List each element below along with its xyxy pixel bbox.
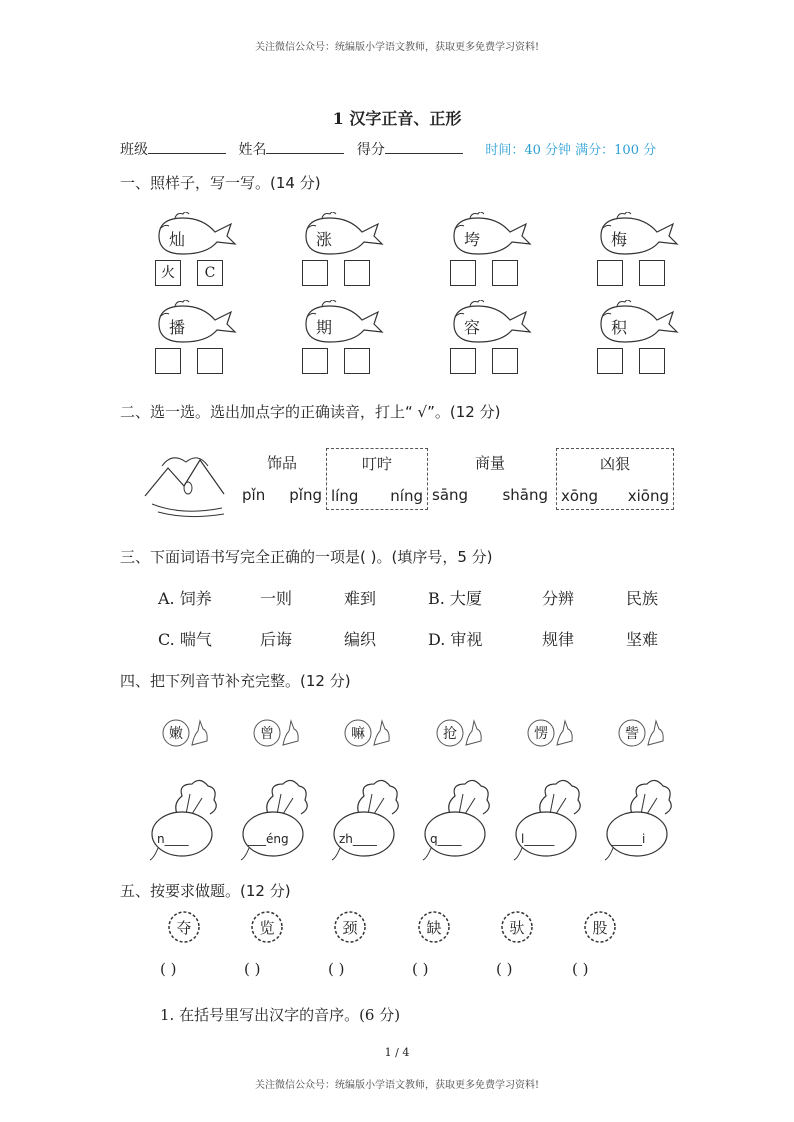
answer-box[interactable] bbox=[450, 348, 476, 374]
section1-heading: 一、照样子，写一写。(14 分) bbox=[120, 174, 321, 192]
bird-character: 期 bbox=[316, 318, 333, 337]
page-title: 1 汉字正音、正形 bbox=[332, 109, 462, 128]
radish-icon bbox=[512, 776, 584, 862]
syllable-blank[interactable]: l_____ bbox=[521, 832, 555, 846]
bird-icon bbox=[597, 300, 681, 346]
answer-box[interactable] bbox=[639, 260, 665, 286]
syllable-blank[interactable]: _____i bbox=[612, 832, 646, 846]
question-1: 1. 在括号里写出汉字的音序。(6 分) bbox=[160, 1006, 401, 1024]
option-word: A. 饲养 bbox=[158, 589, 212, 608]
pinyin-option[interactable]: níng bbox=[390, 487, 423, 505]
bird-character: 灿 bbox=[169, 230, 186, 249]
answer-paren[interactable]: ( ) bbox=[412, 960, 429, 978]
pinyin-option[interactable]: pǐn bbox=[242, 486, 266, 504]
answer-paren[interactable]: ( ) bbox=[572, 960, 589, 978]
pinyin-option[interactable]: xiōng bbox=[627, 487, 669, 505]
radish-icon bbox=[421, 776, 493, 862]
answer-paren[interactable]: ( ) bbox=[244, 960, 261, 978]
score-label: 得分 bbox=[356, 142, 385, 158]
seal-character: 驮 bbox=[509, 919, 525, 937]
pinyin-option[interactable]: shāng bbox=[502, 486, 548, 504]
bird-icon bbox=[155, 212, 239, 258]
answer-box[interactable] bbox=[492, 348, 518, 374]
class-blank[interactable] bbox=[148, 139, 226, 154]
seal-character: 夺 bbox=[176, 919, 192, 937]
seal-character: 览 bbox=[259, 919, 275, 937]
answer-box[interactable] bbox=[639, 348, 665, 374]
radish-icon bbox=[148, 776, 220, 862]
badge-character: 嫩 bbox=[169, 726, 183, 742]
word: 叮咛 bbox=[361, 455, 392, 473]
answer-paren[interactable]: ( ) bbox=[496, 960, 513, 978]
pinyin-option[interactable]: pǐng bbox=[289, 486, 322, 504]
option-word: 民族 bbox=[626, 589, 659, 608]
bird-character: 垮 bbox=[464, 230, 481, 249]
syllable-blank[interactable]: ___éng bbox=[248, 832, 289, 846]
bird-character: 播 bbox=[169, 318, 186, 337]
seal-character: 缺 bbox=[426, 919, 442, 937]
option-word: 后诲 bbox=[260, 630, 293, 649]
answer-box[interactable] bbox=[597, 260, 623, 286]
pinyin-group bbox=[556, 448, 674, 510]
answer-box[interactable] bbox=[492, 260, 518, 286]
option-word: 编织 bbox=[344, 630, 377, 649]
radish-icon bbox=[239, 776, 311, 862]
badge-character: 訾 bbox=[625, 726, 639, 742]
option-word: D. 审视 bbox=[428, 630, 483, 649]
answer-box[interactable] bbox=[344, 260, 370, 286]
bird-character: 涨 bbox=[316, 230, 333, 249]
character-badge bbox=[436, 717, 466, 747]
pinyin-option[interactable]: líng bbox=[331, 487, 359, 505]
character-badge bbox=[344, 717, 374, 747]
student-info-row bbox=[120, 139, 656, 159]
bird-icon bbox=[597, 212, 681, 258]
syllable-blank[interactable]: zh____ bbox=[339, 832, 377, 846]
option-word: 难到 bbox=[344, 589, 377, 608]
answer-box[interactable] bbox=[197, 348, 223, 374]
footer-note: 关注微信公众号：统编版小学语文教师，获取更多免费学习资料! bbox=[254, 1080, 540, 1091]
bird-icon bbox=[450, 300, 534, 346]
badge-character: 曾 bbox=[260, 726, 274, 742]
page-number: 1 / 4 bbox=[384, 1046, 410, 1059]
character-badge bbox=[162, 717, 192, 747]
badge-character: 抢 bbox=[443, 726, 457, 742]
answer-box[interactable] bbox=[344, 348, 370, 374]
pinyin-group bbox=[326, 448, 428, 510]
character-badge bbox=[253, 717, 283, 747]
section5-heading: 五、按要求做题。(12 分) bbox=[120, 882, 291, 900]
character-badge bbox=[527, 717, 557, 747]
class-label: 班级 bbox=[120, 142, 148, 158]
seal-badge bbox=[167, 910, 201, 944]
score-blank[interactable] bbox=[385, 139, 463, 154]
option-word: 分辨 bbox=[542, 589, 575, 608]
answer-box[interactable] bbox=[155, 348, 181, 374]
name-label: 姓名 bbox=[238, 142, 267, 158]
seal-badge bbox=[333, 910, 367, 944]
section2-heading: 二、选一选。选出加点字的正确读音，打上“ √”。(12 分) bbox=[120, 403, 501, 421]
option-word: 坚难 bbox=[626, 630, 659, 649]
section3-heading: 三、下面词语书写完全正确的一项是( )。(填序号，5 分) bbox=[120, 548, 493, 566]
bird-icon bbox=[302, 212, 386, 258]
option-word: B. 大厦 bbox=[428, 589, 482, 608]
mountain-scene-icon bbox=[140, 446, 240, 520]
answer-paren[interactable]: ( ) bbox=[328, 960, 345, 978]
seal-character: 颈 bbox=[342, 919, 358, 937]
option-word: 一则 bbox=[260, 589, 293, 608]
answer-box[interactable] bbox=[597, 348, 623, 374]
answer-box[interactable]: C bbox=[197, 260, 223, 286]
word: 饰品 bbox=[266, 454, 297, 472]
syllable-blank[interactable]: q____ bbox=[430, 832, 462, 846]
answer-box[interactable]: 火 bbox=[155, 260, 181, 286]
name-blank[interactable] bbox=[266, 139, 344, 154]
bird-character: 容 bbox=[464, 318, 481, 337]
pinyin-group bbox=[428, 448, 552, 508]
option-word: C. 喘气 bbox=[158, 630, 212, 649]
seal-badge bbox=[417, 910, 451, 944]
pinyin-option[interactable]: sāng bbox=[432, 486, 469, 504]
answer-box[interactable] bbox=[302, 348, 328, 374]
badge-character: 愣 bbox=[534, 726, 548, 742]
word: 商量 bbox=[474, 454, 505, 472]
answer-box[interactable] bbox=[450, 260, 476, 286]
seal-badge bbox=[250, 910, 284, 944]
section4-heading: 四、把下列音节补充完整。(12 分) bbox=[120, 672, 351, 690]
bird-character: 梅 bbox=[611, 230, 628, 249]
bird-icon bbox=[450, 212, 534, 258]
word: 凶狠 bbox=[599, 455, 630, 473]
radish-icon bbox=[330, 776, 402, 862]
syllable-blank[interactable]: n____ bbox=[157, 832, 189, 846]
radish-icon bbox=[603, 776, 675, 862]
seal-character: 股 bbox=[592, 919, 608, 937]
bird-character: 积 bbox=[611, 318, 628, 337]
time-limit: 时间：40 分钟 满分：100 分 bbox=[485, 143, 657, 158]
pinyin-group bbox=[238, 448, 326, 508]
bird-icon bbox=[155, 300, 239, 346]
character-badge bbox=[618, 717, 648, 747]
badge-character: 嘛 bbox=[351, 726, 365, 742]
answer-box[interactable] bbox=[302, 260, 328, 286]
seal-badge bbox=[583, 910, 617, 944]
bird-icon bbox=[302, 300, 386, 346]
option-word: 规律 bbox=[542, 630, 575, 649]
answer-paren[interactable]: ( ) bbox=[160, 960, 177, 978]
seal-badge bbox=[500, 910, 534, 944]
pinyin-option[interactable]: xōng bbox=[561, 487, 599, 505]
header-note: 关注微信公众号：统编版小学语文教师，获取更多免费学习资料! bbox=[254, 42, 540, 53]
